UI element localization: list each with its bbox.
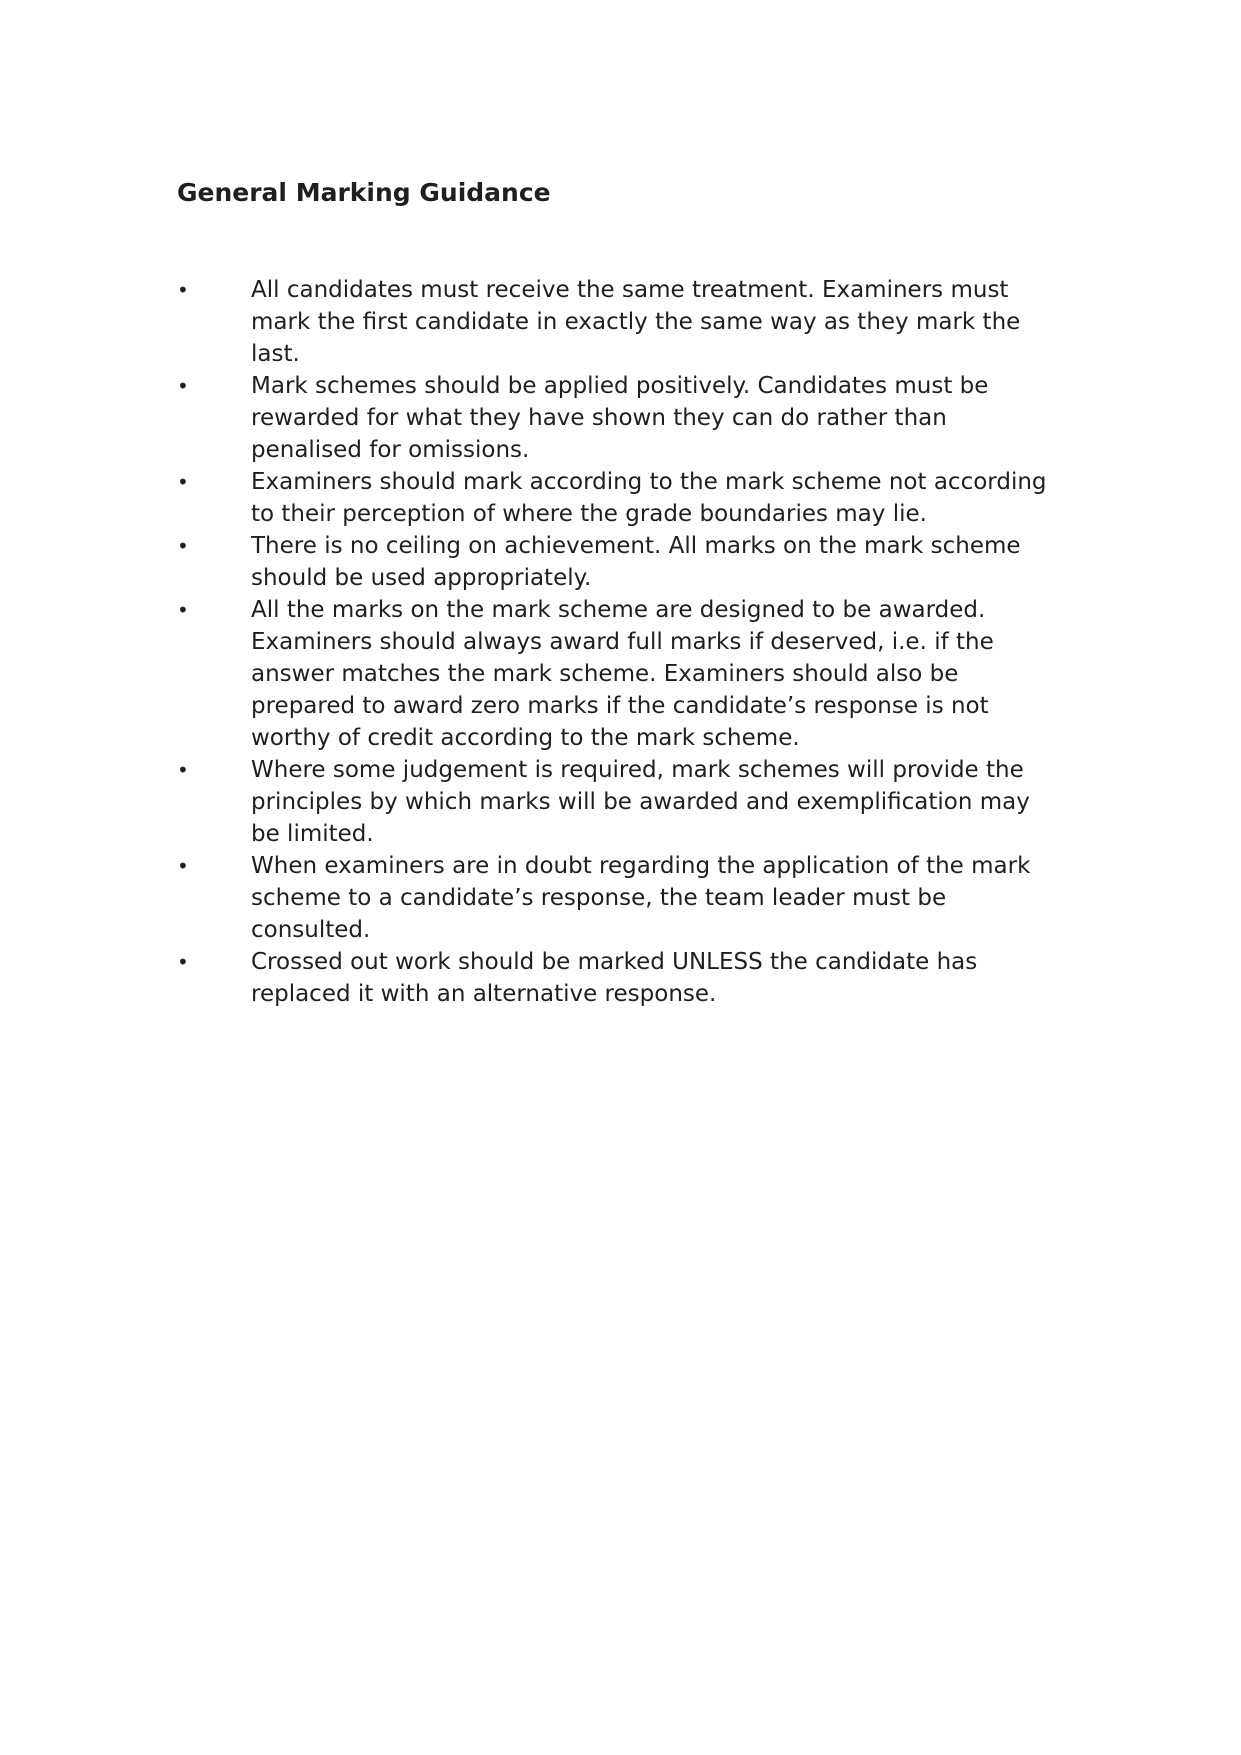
list-item-text-line: Mark schemes should be applied positively. Candidates must be — [251, 373, 989, 399]
bullet-icon: • — [177, 278, 189, 302]
list-item-text-line: rewarded for what they have shown they can do rather than — [251, 405, 947, 431]
list-item-text-line: There is no ceiling on achievement. All marks on the mark scheme — [251, 533, 1021, 559]
page-title: General Marking Guidance — [177, 178, 551, 207]
list-item-text-line: scheme to a candidate’s response, the team leader must be — [251, 885, 947, 911]
list-item-text-line: to their perception of where the grade boundaries may lie. — [251, 501, 927, 527]
list-item-text-line: penalised for omissions. — [251, 437, 530, 463]
list-item-text-line: All candidates must receive the same treatment. Examiners must — [251, 277, 1009, 303]
list-item-text-line: principles by which marks will be awarded and exemplification may — [251, 789, 1030, 815]
list-item-text-line: Crossed out work should be marked UNLESS the candidate has — [251, 949, 978, 975]
list-item — [177, 370, 1057, 466]
list-item-text-line: replaced it with an alternative response. — [251, 981, 717, 1007]
list-item-text-line: Examiners should always award full marks if deserved, i.e. if the — [251, 629, 994, 655]
list-item-text-line: answer matches the mark scheme. Examiners should also be — [251, 661, 959, 687]
list-item-text-line: be limited. — [251, 821, 374, 847]
list-item — [177, 530, 1057, 594]
list-item-text-line: last. — [251, 341, 300, 367]
list-item-text-line: When examiners are in doubt regarding the application of the mark — [251, 853, 1031, 879]
list-item — [177, 274, 1057, 370]
list-item-text-line: mark the first candidate in exactly the same way as they mark the — [251, 309, 1021, 335]
list-item — [177, 946, 1057, 1010]
list-item-text-line: Where some judgement is required, mark schemes will provide the — [251, 757, 1024, 783]
list-item — [177, 594, 1057, 754]
list-item-text-line: prepared to award zero marks if the candidate’s response is not — [251, 693, 989, 719]
list-item-text-line: should be used appropriately. — [251, 565, 592, 591]
bullet-icon: • — [177, 374, 189, 398]
list-item-text-line: worthy of credit according to the mark scheme. — [251, 725, 800, 751]
bullet-icon: • — [177, 950, 189, 974]
guidance-list — [177, 274, 1057, 1010]
list-item-text-line: Examiners should mark according to the mark scheme not according — [251, 469, 1047, 495]
bullet-icon: • — [177, 598, 189, 622]
list-item — [177, 466, 1057, 530]
list-item-text-line: consulted. — [251, 917, 371, 943]
bullet-icon: • — [177, 534, 189, 558]
list-item — [177, 850, 1057, 946]
bullet-icon: • — [177, 470, 189, 494]
bullet-icon: • — [177, 854, 189, 878]
list-item-text-line: All the marks on the mark scheme are designed to be awarded. — [251, 597, 986, 623]
list-item — [177, 754, 1057, 850]
bullet-icon: • — [177, 758, 189, 782]
